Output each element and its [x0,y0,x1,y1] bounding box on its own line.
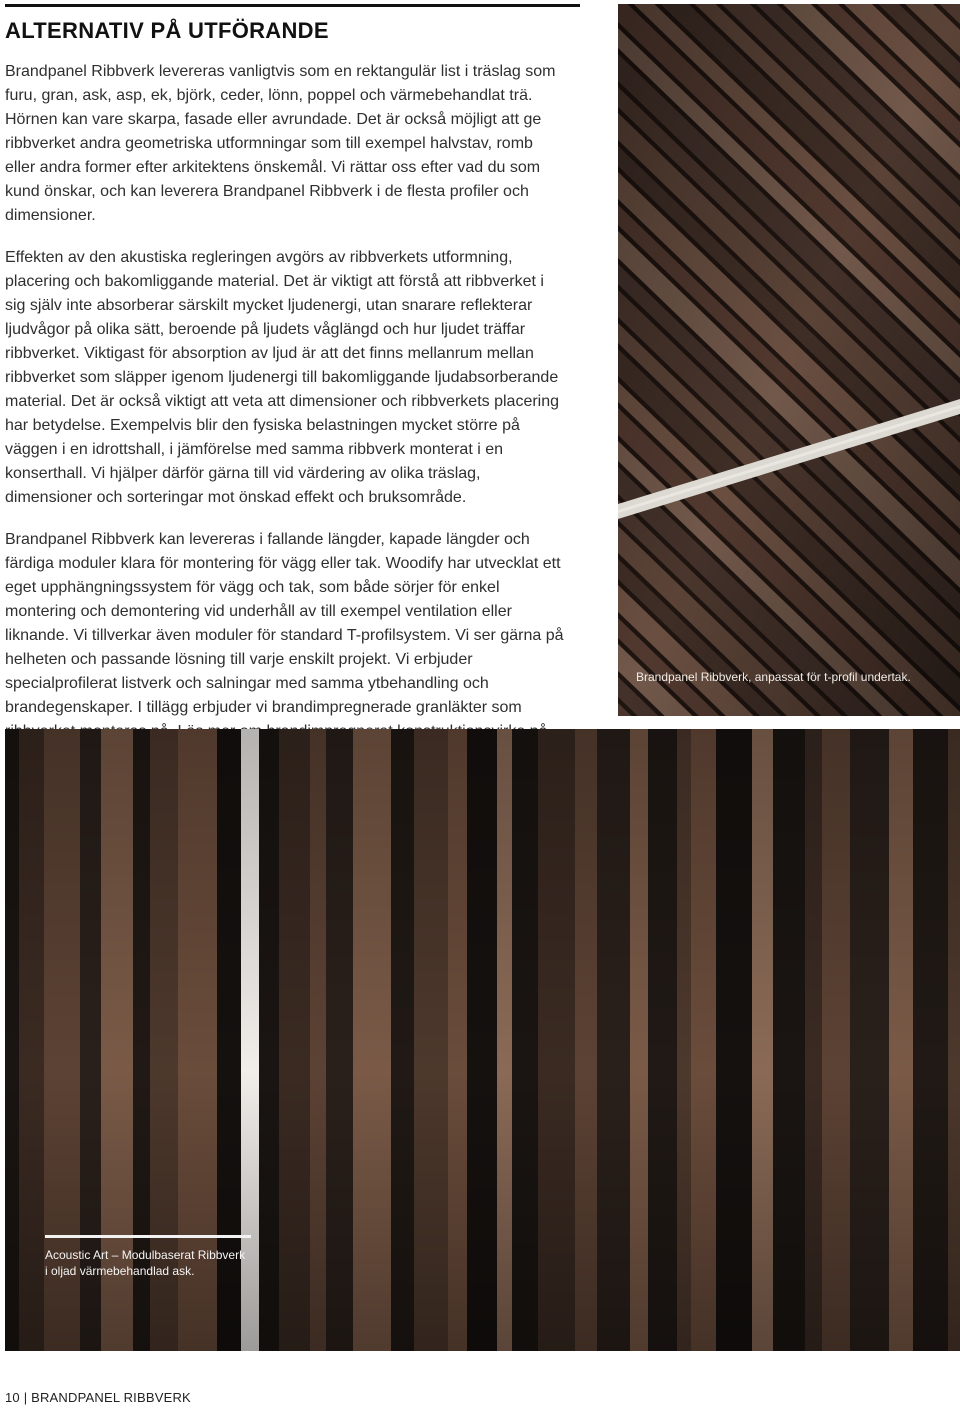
wall-caption: Acoustic Art – Modulbaserat Ribbverk i oljad värmebehandlad ask. [45,1248,246,1278]
wall-caption-box [45,1235,251,1279]
ceiling-photo [618,4,960,716]
top-rule [5,4,580,7]
footer-title: BRANDPANEL RIBBVERK [31,1390,191,1405]
paragraph-acoustics: Effekten av den akustiska regleringen avgörs av ribbverkets utformning, placering och bakomliggande material. Det är viktigt att förstå att ribbverket i sig själv inte absorberar särskilt mycket ljudenergi, utan snarare reflekterar ljudvågor på olika sätt, beroende på ljudets våglängd och hur ljudet träffar ribbverket. Viktigast för absorption av ljud är att det finns mellanrum mellan ribbverket som släpper igenom ljudenergi till bakomliggande ljudabsorberande material. Det är också viktigt att veta att dimensioner och ribbverkets placering har betydelse. Exempelvis blir den fysiska belastningen mycket större på väggen i en idrottshall, i jämförelse med samma ribbverk monterat i en konserthall. Vi hjälper därför gärna till vid värdering av olika träslag, dimensioner och sorteringar mot önskad effekt och bruksområde. [5,249,560,506]
ceiling-illustration [618,4,960,716]
page-number: 10 [5,1390,20,1405]
wall-photo [5,729,960,1351]
footer-separator: | [23,1390,28,1405]
body-text [5,60,567,768]
paragraph-materials: Brandpanel Ribbverk levereras vanligtvis som en rektangulär list i träslag som furu, gran, ask, asp, ek, björk, ceder, lönn, poppel och värmebehandlat trä. Hörnen kan vare skarpa, fasade eller avrundade. Det är också möjligt att ge ribbverket andra geometriska utformningar som till exempel halvstav, romb eller andra former efter arkitektens önskemål. Vi rättar oss efter vad du som kund önskar, och kan leverera Brandpanel Ribbverk i de flesta profiler och dimensioner. [5,63,556,224]
page-footer [5,1390,191,1405]
ceiling-caption: Brandpanel Ribbverk, anpassat för t-profil undertak. [636,670,911,684]
wall-caption-rule [45,1235,251,1238]
page-heading: ALTERNATIV PÅ UTFÖRANDE [5,18,329,43]
paragraph-delivery: Brandpanel Ribbverk kan levereras i fallande längder, kapade längder och färdiga moduler klara för montering för vägg eller tak. Woodify har utvecklat ett eget upphängningssystem för vägg och tak, som både sörjer för enkel montering och demontering vid underhåll av till exempel ventilation eller liknande. Vi tillverkar även moduler för standard T-profilsystem. Vi ser gärna på helheten och passande lösning till varje enskilt projekt. Vi erbjuder specialprofilerat listverk och salningar med samma ytbehandling och brandegenskaper. I tillägg erbjuder vi brandimpregnerade granläkter som [5,531,564,716]
